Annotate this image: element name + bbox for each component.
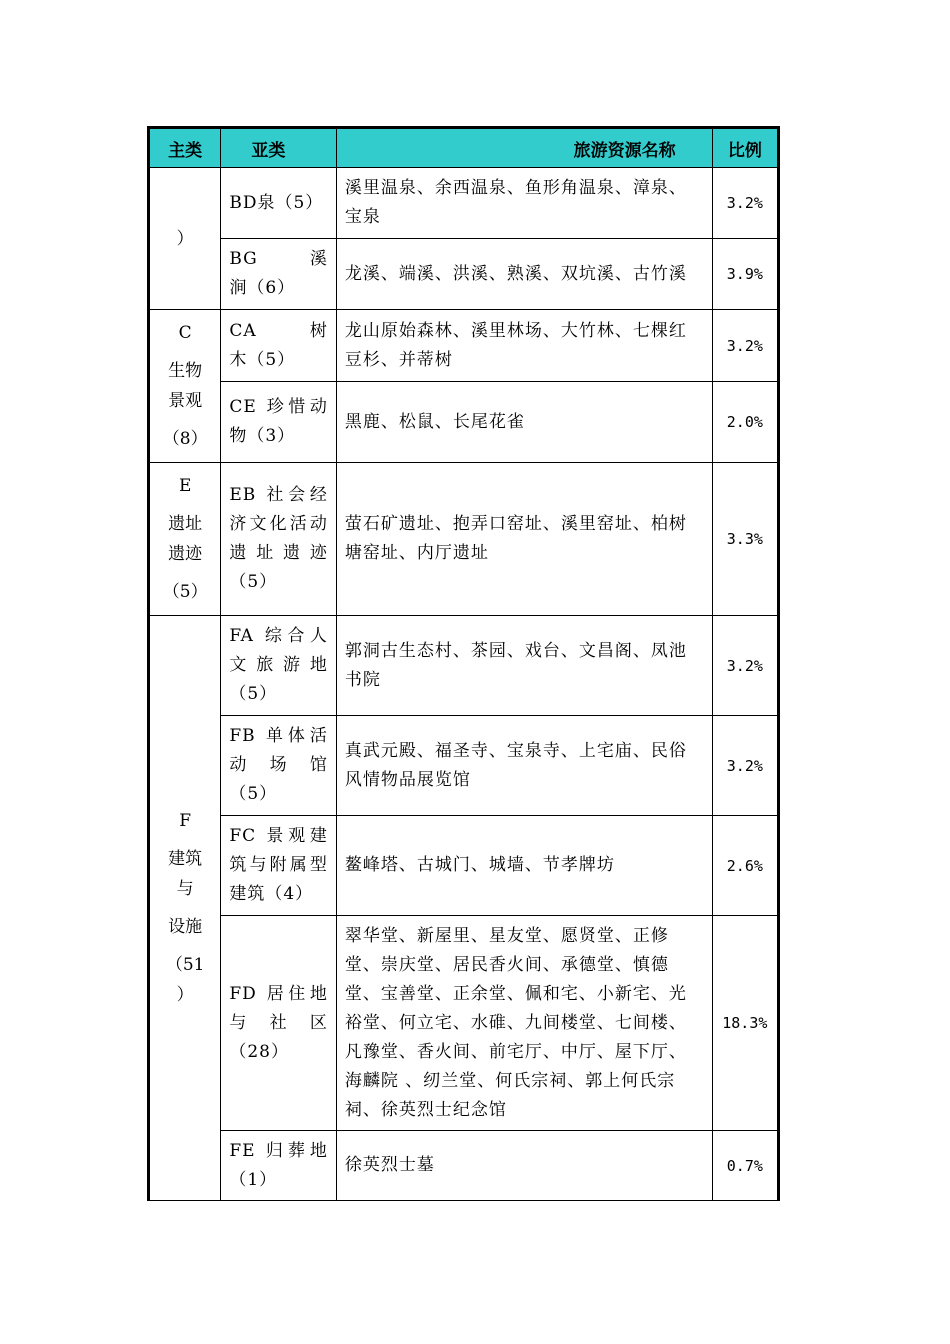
resource-names-cell: 鳌峰塔、古城门、城墙、节孝牌坊 xyxy=(336,816,712,916)
table-row xyxy=(149,310,779,382)
main-category-name: 景观 xyxy=(168,391,203,411)
main-category-name: 生物 xyxy=(168,361,203,381)
ratio-cell: 3.3% xyxy=(712,463,778,616)
table-row xyxy=(149,382,779,463)
table-row xyxy=(149,916,779,1131)
resource-names-cell: 溪里温泉、余西温泉、鱼形角温泉、漳泉、宝泉 xyxy=(336,168,712,239)
header-subcategory: 亚类 xyxy=(221,128,337,168)
ratio-cell: 3.2% xyxy=(712,168,778,239)
ratio-cell: 0.7% xyxy=(712,1131,778,1201)
table-header-row xyxy=(149,128,779,168)
subcategory-cell: FB 单体活动 场 馆（5） xyxy=(221,716,337,816)
main-category-name: 与 xyxy=(176,879,194,899)
subcategory-cell: FD 居住地与 社 区（28） xyxy=(221,916,337,1131)
table-row xyxy=(149,239,779,310)
main-category-name: 设施 xyxy=(168,917,203,937)
resource-names-cell: 郭洞古生态村、茶园、戏台、文昌阁、凤池书院 xyxy=(336,616,712,716)
subcategory-cell: BG 溪 涧（6） xyxy=(221,239,337,310)
main-category-count: ） xyxy=(176,985,194,1005)
main-category-count: （51 xyxy=(165,955,205,975)
main-category-b-text: ） xyxy=(176,228,194,249)
main-category-e xyxy=(149,463,221,616)
main-category-name: 遗址 xyxy=(168,514,203,534)
header-resource-names: 旅游资源名称 xyxy=(336,128,712,168)
table-row xyxy=(149,1131,779,1201)
main-category-name: 遗迹 xyxy=(168,544,203,564)
ratio-cell: 18.3% xyxy=(712,916,778,1131)
table-row xyxy=(149,716,779,816)
subcategory-cell: FA 综合人文旅游地（5） xyxy=(221,616,337,716)
main-category-count: （5） xyxy=(162,582,208,602)
subcategory-cell: FC 景观建筑与附属型建筑（4） xyxy=(221,816,337,916)
resource-names-cell: 徐英烈士墓 xyxy=(336,1131,712,1201)
subcategory-cell: CA 树 木（5） xyxy=(221,310,337,382)
table-row xyxy=(149,616,779,716)
main-category-code: E xyxy=(178,476,192,496)
subcategory-cell: FE 归葬地（1） xyxy=(221,1131,337,1201)
main-category-b xyxy=(149,168,221,310)
resource-names-cell: 龙山原始森林、溪里林场、大竹林、七棵红豆杉、并蒂树 xyxy=(336,310,712,382)
subcategory-cell: EB 社会经济文化活动遗址遗迹（5） xyxy=(221,463,337,616)
table-row xyxy=(149,168,779,239)
main-category-count: （8） xyxy=(162,429,208,449)
subcategory-cell: BD泉（5） xyxy=(221,168,337,239)
resource-names-cell: 翠华堂、新屋里、星友堂、愿贤堂、正修堂、崇庆堂、居民香火间、承德堂、慎德堂、宝善堂、正余堂、佩和宅、小新宅、光裕堂、何立宅、水碓、九间楼堂、七间楼、凡豫堂、香火间、前宅厅、中厅、屋下厅、海麟院 、纫兰堂、何氏宗祠、郭上何氏宗祠、徐英烈士纪念馆 xyxy=(336,916,712,1131)
subcategory-cell: CE 珍惜动物（3） xyxy=(221,382,337,463)
ratio-cell: 2.6% xyxy=(712,816,778,916)
table-row xyxy=(149,816,779,916)
main-category-name: 建筑 xyxy=(168,849,203,869)
main-category-f xyxy=(149,616,221,1201)
resource-names-cell: 真武元殿、福圣寺、宝泉寺、上宅庙、民俗风情物品展览馆 xyxy=(336,716,712,816)
resource-names-cell: 龙溪、端溪、洪溪、熟溪、双坑溪、古竹溪 xyxy=(336,239,712,310)
header-main-category: 主类 xyxy=(149,128,221,168)
ratio-cell: 2.0% xyxy=(712,382,778,463)
ratio-cell: 3.9% xyxy=(712,239,778,310)
resource-names-cell: 萤石矿遗址、抱弄口窑址、溪里窑址、柏树塘窑址、内厅遗址 xyxy=(336,463,712,616)
tourism-resource-table xyxy=(147,126,780,1201)
header-ratio: 比例 xyxy=(712,128,778,168)
ratio-cell: 3.2% xyxy=(712,716,778,816)
ratio-cell: 3.2% xyxy=(712,310,778,382)
main-category-code: C xyxy=(178,323,192,343)
main-category-c xyxy=(149,310,221,463)
ratio-cell: 3.2% xyxy=(712,616,778,716)
table-row xyxy=(149,463,779,616)
resource-names-cell: 黑鹿、松鼠、长尾花雀 xyxy=(336,382,712,463)
main-category-code: F xyxy=(179,811,192,831)
